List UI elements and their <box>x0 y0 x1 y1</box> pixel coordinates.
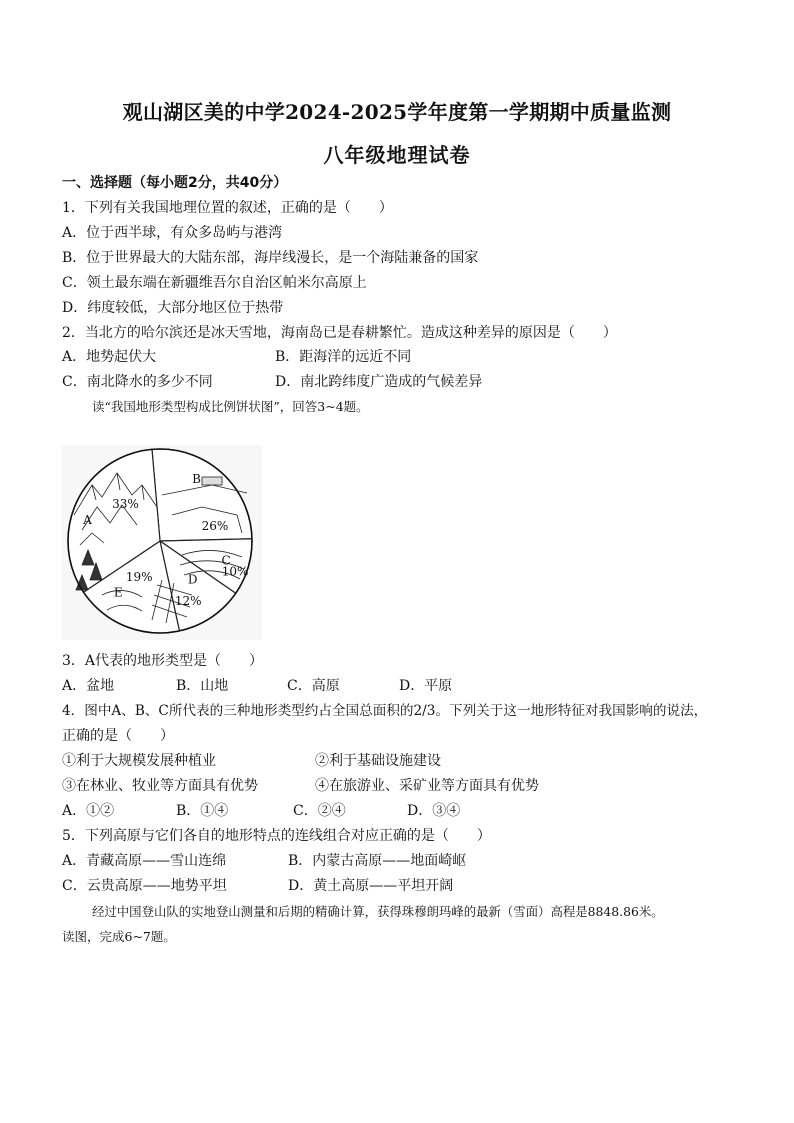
terrain-pie-chart <box>62 445 262 640</box>
q4-stem-line1: 4．图中A、B、C所代表的三种地形类型约占全国总面积的2/3。下列关于这一地形特征对我国影响的说法， <box>62 703 708 719</box>
q4-stem-line2: 正确的是（ ） <box>62 728 174 744</box>
intro-q6-7-line1: 经过中国登山队的实地登山测量和后期的精确计算，获得珠穆朗玛峰的最新（雪面）高程是8848.86米。 <box>92 904 664 919</box>
q3-option-c: C．高原 <box>287 678 340 694</box>
pie-value-label-a: 33% <box>112 497 139 511</box>
pie-letter-e: E <box>113 585 123 600</box>
exam-title: 观山湖区美的中学2024-2025学年度第一学期期中质量监测 <box>122 100 672 124</box>
intro-q3-4: 读“我国地形类型构成比例饼状图”，回答3~4题。 <box>92 399 369 414</box>
section-heading: 一、选择题（每小题2分，共40分） <box>62 175 288 191</box>
q2-option-a: A．地势起伏大 <box>62 349 157 365</box>
q4-statement-2: ②利于基础设施建设 <box>315 753 441 769</box>
q2-option-b: B．距海洋的远近不同 <box>275 349 412 365</box>
q5-option-c: C．云贵高原——地势平坦 <box>62 878 227 894</box>
pie-value-label-b: 26% <box>201 518 229 533</box>
q3-option-a: A．盆地 <box>62 678 115 694</box>
q4-statement-4: ④在旅游业、采矿业等方面具有优势 <box>315 778 539 794</box>
pie-letter-d: D <box>187 572 198 587</box>
q4-statement-1: ①利于大规模发展种植业 <box>62 753 216 769</box>
pie-value-label-c: 10% <box>221 564 249 579</box>
pie-slices <box>68 449 252 633</box>
q2-option-c: C．南北降水的多少不同 <box>62 374 213 390</box>
q1-stem: 1．下列有关我国地理位置的叙述，正确的是（ ） <box>62 200 393 216</box>
q5-stem: 5．下列高原与它们各自的地形特点的连线组合对应正确的是（ ） <box>62 828 491 844</box>
q4-option-c: C．②④ <box>293 803 346 819</box>
q2-stem: 2．当北方的哈尔滨还是冰天雪地，海南岛已是春耕繁忙。造成这种差异的原因是（ ） <box>62 325 617 341</box>
q3-option-d: D．平原 <box>399 678 453 694</box>
q5-option-b: B．内蒙古高原——地面崎岖 <box>288 853 467 869</box>
q1-option-c: C．领土最东端在新疆维吾尔自治区帕米尔高原上 <box>62 275 367 291</box>
q2-option-d: D．南北跨纬度广造成的气候差异 <box>275 374 483 390</box>
pie-letter-b: B <box>192 472 201 487</box>
exam-subtitle: 八年级地理试卷 <box>323 143 471 167</box>
q4-statement-3: ③在林业、牧业等方面具有优势 <box>62 778 258 794</box>
pie-letter-a: A <box>83 513 92 528</box>
q4-option-d: D．③④ <box>407 803 461 819</box>
pie-value-label-e: 19% <box>125 569 153 584</box>
q1-option-b: B．位于世界最大的大陆东部，海岸线漫长，是一个海陆兼备的国家 <box>62 250 479 266</box>
q3-option-b: B．山地 <box>176 678 229 694</box>
q4-option-b: B．①④ <box>176 803 229 819</box>
pie-value-label-d: 12% <box>174 594 202 608</box>
intro-q6-7-line2: 读图，完成6~7题。 <box>62 929 176 944</box>
pie-letter-c: C <box>221 553 231 568</box>
q1-option-a: A．位于西半球，有众多岛屿与港湾 <box>62 225 283 241</box>
q5-option-d: D．黄土高原——平坦开阔 <box>288 878 454 894</box>
q5-option-a: A．青藏高原——雪山连绵 <box>62 853 227 869</box>
q3-stem: 3．A代表的地形类型是（ ） <box>62 653 264 669</box>
q1-option-d: D．纬度较低，大部分地区位于热带 <box>62 300 284 316</box>
q4-option-a: A．①② <box>62 803 115 819</box>
